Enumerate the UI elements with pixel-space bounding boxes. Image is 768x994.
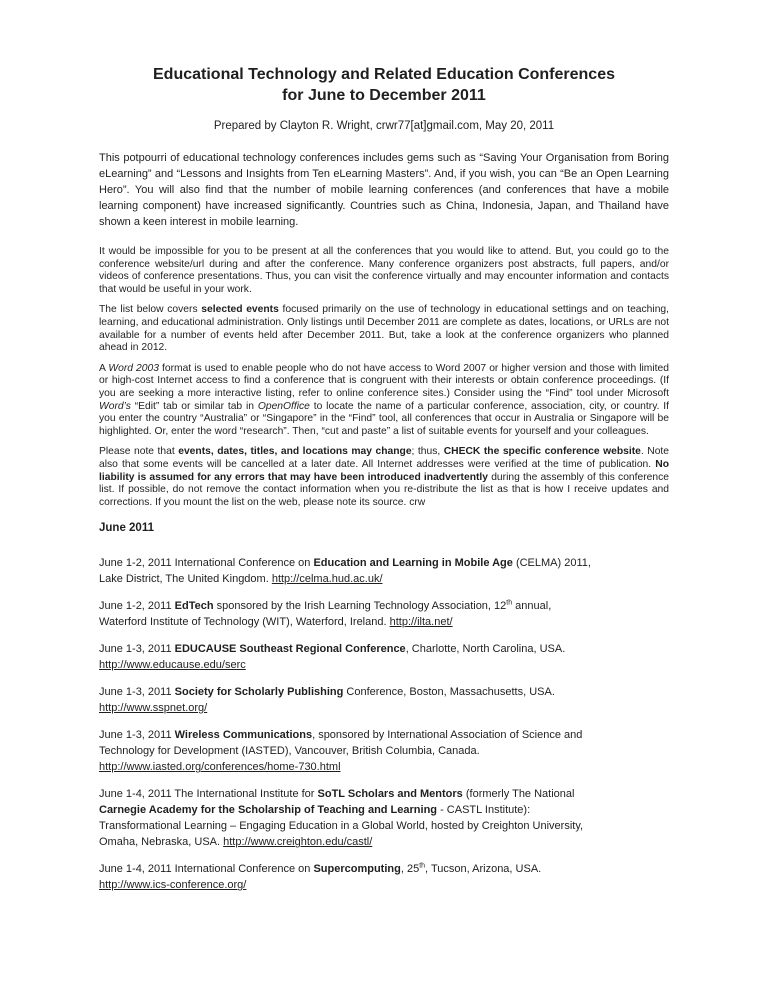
text-run: Technology for Development (IASTED), Vancouver, British Columbia, Canada.	[99, 745, 480, 758]
text-run: to locate the name of a particular conference, association, city, or country. If you enter the country “Australia” or “Singapore” in the “Find” tool, all conferences that occur in Australia or Singapore will be highlighted. Or, enter the word “research”. Then, “cut and paste” a list of suitable events for yourself and your colleagues.	[99, 400, 669, 437]
text-run: Omaha, Nebraska, USA.	[99, 836, 224, 849]
text-run: , Tucson, Arizona, USA.	[425, 863, 542, 876]
page-title	[99, 64, 669, 106]
text-run: Wireless Communications	[174, 729, 313, 742]
text-run: This potpourri of educational technology conferences includes gems such as “Saving Your Organisation from Boring eLearning” and “Lessons and Insights from Ten eLearning Masters”. And, if you wish, you can “Be an Open Learning Hero”. You will also find that the number of mobile learning conferences (and conferences that have a mobile learning component) have increased significantly. Countries such as China, Indonesia, Japan, and Thailand have shown a keen interest in mobile learning.	[99, 152, 669, 228]
url-link[interactable]: http://www.educause.edu/serc	[99, 659, 246, 672]
text-run: sponsored by the Irish Learning Technology Association, 12	[213, 600, 507, 613]
url-link[interactable]: http://www.creighton.edu/castl/	[223, 836, 373, 849]
text-run: Carnegie Academy for the Scholarship of Teaching and Learning	[99, 804, 438, 817]
intro-paragraph	[99, 363, 669, 439]
text-run: June 1-4, 2011 International Conference on	[99, 863, 314, 876]
intro-paragraph	[99, 150, 669, 230]
text-run: June 1-3, 2011	[99, 729, 175, 742]
conference-event	[99, 786, 669, 850]
text-run: format is used to enable people who do not have access to Word 2007 or higher version and those with limited or high-cost Internet access to find a conference that is congruent with their interests or obtain conference proceedings. (If you are seeking a more interactive listing, refer to online conference sites.) Consider using the “Find” tool under Microsoft	[99, 362, 669, 399]
text-run: annual,	[512, 600, 552, 613]
text-run: OpenOffice	[257, 400, 310, 412]
text-run: th	[419, 862, 426, 870]
text-run: June 1-2, 2011 International Conference on	[99, 557, 314, 570]
text-run: (formerly The National	[462, 788, 575, 801]
text-run: Waterford Institute of Technology (WIT), Waterford, Ireland.	[99, 616, 390, 629]
text-run: The list below covers	[99, 304, 202, 316]
text-run: , 25	[400, 863, 420, 876]
url-link[interactable]: http://www.iasted.org/conferences/home-730.html	[99, 761, 341, 774]
url-link[interactable]: http://celma.hud.ac.uk/	[271, 573, 383, 586]
text-run: CHECK the specific conference website	[443, 446, 641, 458]
text-run: Word 2003	[108, 362, 159, 374]
text-run: , Charlotte, North Carolina, USA.	[405, 643, 566, 656]
text-run: during the assembly of this conference list. If possible, do not remove the contact information when you re-distribute the list as that is how I receive updates and corrections. If you mount the list on the web, please note its source. crw	[99, 471, 670, 508]
text-run: It would be impossible for you to be present at all the conferences that you would like to attend. But, you could go to the conference website/url during and after the conference. Many conference organizers post abstracts, full papers, and/or videos of conference presentations. Thus, you can visit the conference virtually and may encounter information and contacts that would be useful in your work.	[99, 246, 669, 295]
conference-event	[99, 727, 669, 775]
intro-paragraph	[99, 446, 669, 509]
page-title-line2: for June to December 2011	[282, 87, 486, 104]
text-run: th	[506, 599, 513, 607]
text-run: . Note also that some events will be cancelled at a later date. All Internet addresses were verified at the time of publication.	[99, 446, 670, 470]
conference-event	[99, 555, 669, 587]
text-run: EdTech	[174, 600, 214, 613]
conference-event	[99, 861, 669, 893]
text-run: June 1-3, 2011	[99, 686, 175, 699]
intro-section	[99, 150, 669, 509]
text-run: “Edit” tab or similar tab in	[130, 400, 258, 412]
text-run: Education and Learning in Mobile Age	[313, 557, 513, 570]
text-run: - CASTL Institute):	[437, 804, 531, 817]
text-run: No liability is assumed for any errors that may have been introduced inadvertently	[99, 458, 669, 483]
text-run: , sponsored by International Association of Science and	[312, 729, 583, 742]
text-run: focused primarily on the use of technology in educational settings and on teaching, learning, and educational administration. Only listings until December 2011 are complete as dates, locations, or URLs are not available for a number of events held after December 2011. But, take a look at the conference organizers who planned ahead in 2012.	[99, 304, 670, 354]
text-run: A	[99, 362, 109, 374]
text-run: Word’s	[99, 400, 131, 412]
intro-paragraph	[99, 246, 669, 296]
text-run: Conference, Boston, Massachusetts, USA.	[343, 686, 555, 699]
text-run: EDUCAUSE Southeast Regional Conference	[174, 643, 406, 656]
url-link[interactable]: http://www.ics-conference.org/	[99, 879, 247, 892]
text-run: events, dates, titles, and locations may change	[178, 446, 412, 458]
conference-event	[99, 684, 669, 716]
text-run: Please note that	[99, 446, 179, 458]
text-run: Supercomputing	[313, 863, 401, 876]
url-link[interactable]: http://www.sspnet.org/	[99, 702, 208, 715]
text-run: ; thus,	[411, 446, 444, 458]
conference-event	[99, 641, 669, 673]
text-run: SoTL Scholars and Mentors	[317, 788, 463, 801]
section-heading-june-2011: June 2011	[99, 522, 154, 535]
text-run: selected events	[201, 304, 279, 316]
text-run: June 1-4, 2011 The International Institute for	[99, 788, 318, 801]
page-title-line1: Educational Technology and Related Education Conferences	[153, 66, 615, 83]
text-run: Society for Scholarly Publishing	[174, 686, 344, 699]
intro-paragraph	[99, 304, 669, 354]
conference-event	[99, 598, 669, 630]
conference-list	[99, 555, 669, 893]
text-run: June 1-2, 2011	[99, 600, 175, 613]
url-link[interactable]: http://ilta.net/	[389, 616, 453, 629]
text-run: Lake District, The United Kingdom.	[99, 573, 272, 586]
prepared-by-line: Prepared by Clayton R. Wright, crwr77[at]gmail.com, May 20, 2011	[213, 120, 555, 132]
text-run: Transformational Learning – Engaging Education in a Global World, hosted by Creighton University,	[99, 820, 584, 833]
text-run: June 1-3, 2011	[99, 643, 175, 656]
text-run: (CELMA) 2011,	[512, 557, 591, 570]
